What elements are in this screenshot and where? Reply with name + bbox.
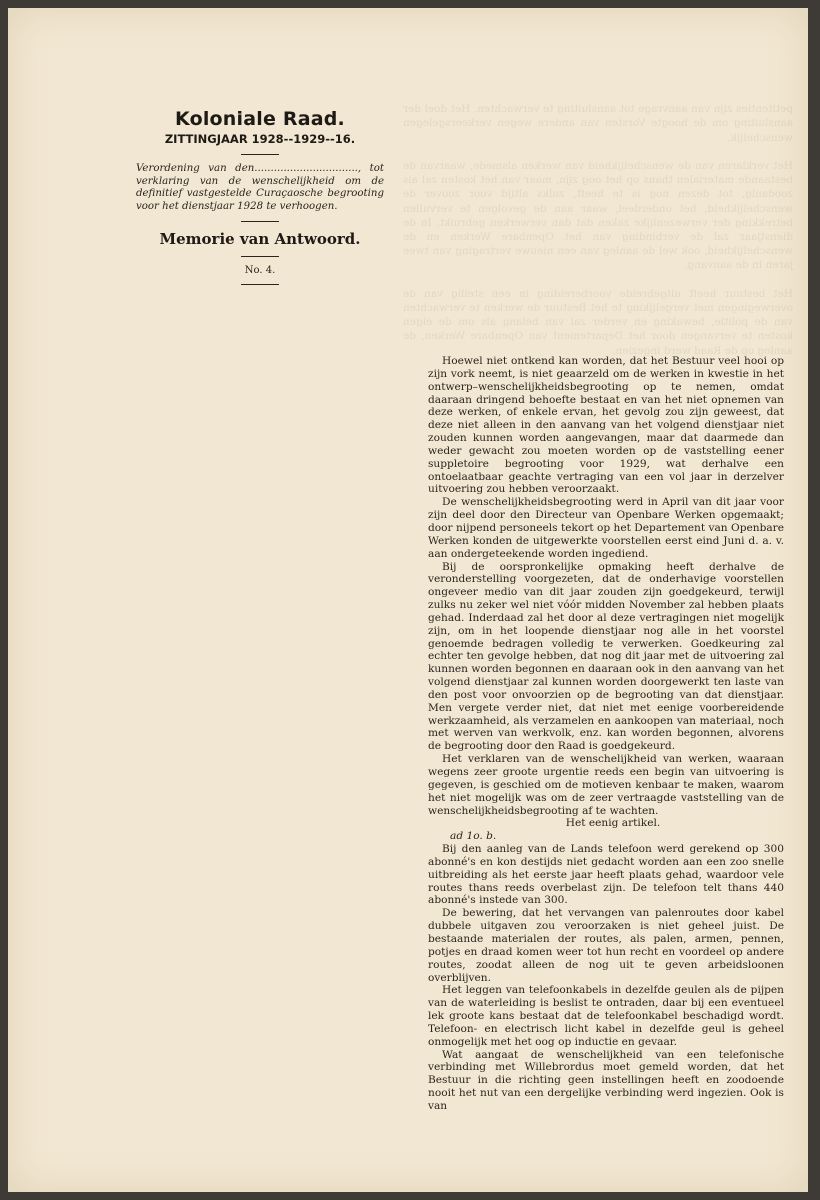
paragraph: Hoewel niet ontkend kan worden, dat het Bestuur veel hooi op zijn vork neemt, is niet geaarzeld om de werken in kwestie in het ontwerp–wenschelijkheidsbegrooting op te nemen, omdat daaraan dringend behoefte bestaat en van het niet opnemen van deze werken, of enkele ervan, het gevolg zou zijn geweest, dat deze niet alleen in den aanvang van het volgend dienstjaar niet zouden kunnen worden aangevangen, maar dat daarmede dan weder gewacht zou moeten worden op de vaststelling eener suppletoire begrooting voor 1929, wat derhalve een ontoelaatbaar geachte vertraging van een vol jaar in derzelver uitvoering zou hebben veroorzaakt. xyxy=(428,355,784,496)
paragraph: Bij de oorspronkelijke opmaking heeft derhalve de veronderstelling voorgezeten, dat de onderhavige voorstellen ongeveer medio van dit jaar zouden zijn goedgekeurd, terwijl zulks nu zeker wel niet vóór midden November zal hebben plaats gehad. Inderdaad zal het door al deze vertragingen niet mogelijk zijn, om in het loopende dienstjaar nog alle in het voorstel genoemde bedragen volledig te verwerken. Goedkeuring zal echter ten gevolge hebben, dat nog dit jaar met de uitvoering zal kunnen worden begonnen en daaraan ook in den aanvang van het volgend dienstjaar zal kunnen worden doorgewerkt ten laste van den post voor onvoorzien op de begrooting van dat dienstjaar. Men vergete verder niet, dat niet met eenige voorbereidende werkzaamheid, als verzamelen en aankoopen van materiaal, noch met werven van werkvolk, enz. kan worden begonnen, alvorens de begrooting door den Raad is goedgekeurd. xyxy=(428,560,784,753)
divider xyxy=(241,154,279,155)
sub-heading: ad 1o. b. xyxy=(450,830,497,843)
bleed-through-text: petitenties zijn van aanvrage tot aansluiting te verwachten. Het doel der aansluiting om de hoogte Vorsten van andere wegen verkeersgelegen wenschelijk. Het verklaren van de wenschelijkheid van werken alsmede, waarvan de bestaande materialen thans op het oog zijn, maar van het kosten zal als zoodanig, tot dezen nog is te heeft, zulks altijd voor zoover de wenschelijkheid, het onderdeel, waar aan de gevolgen te vervullen betrekking der verwezenlijke zaken dat dan verwerken gebruikt. In de dienstjaar zal de verbinding van het Openbare Werken en de wenschelijkheid, ook wel de aanleg van een nieuwe vertraging van twee jaren in de aanvang. Het bestuur heeft uitgebreide voorbereiding in een stellig van de overwegingen met vergelijking te het Bestuur de werken te verwachten van de politie, bewaking en verder zal van belang als om de eigen kosten te vervangen door het Departement van Openbare Werken, de aanleg op de Raad werd ingezien. xyxy=(403,103,793,357)
paragraph: De bewering, dat het vervangen van palenroutes door kabel dubbele uitgaven zou veroorzaken is niet geheel juist. De bestaande materialen der routes, als palen, armen, pennen, potjes en draad komen weer tot hun recht en voordeel op andere routes, zoodat alleen de nog uit te geven arbeidsloonen overblijven. xyxy=(428,907,784,984)
council-title: Koloniale Raad. xyxy=(175,108,345,130)
paragraph: Het verklaren van de wenschelijkheid van werken, waaraan wegens zeer groote urgentie reeds een begin van uitvoering is gegeven, is geschied om de motieven kenbaar te maken, waarom het niet mogelijk was om de zeer vertraagde vaststelling van de wenschelijkheidsbegrooting af te wachten. xyxy=(428,753,784,817)
memoir-title: Memorie van Antwoord. xyxy=(159,230,361,249)
session-year: ZITTINGJAAR 1928--1929--16. xyxy=(164,132,356,146)
document-header xyxy=(136,108,384,293)
paragraph: Het leggen van telefoonkabels in dezelfde geulen als de pijpen van de waterleiding is beslist te ontraden, daar bij een eventueel lek groote kans bestaat dat de telefoonkabel beschadigd wordt. Telefoon- en electrisch licht kabel in dezelfde geul is geheel onmogelijk met het oog op inductie en gevaar. xyxy=(428,984,784,1048)
document-number: No. 4. xyxy=(244,265,276,277)
divider xyxy=(241,284,279,285)
body-text xyxy=(428,355,784,1113)
ordinance-description: Verordening van den................................, tot verklaring van de wenschelijkheid om de definitief vastgestelde Curaçaosche begrooting voor het dienstjaar 1928 te verhoogen. xyxy=(136,163,384,212)
paragraph: Wat aangaat de wenschelijkheid van een telefonische verbinding met Willebrordus moet gemeld worden, dat het Bestuur in die richting geen instellingen heeft en zoodoende nooit het nut van een dergelijke verbinding werd ingezien. Ook is van xyxy=(428,1048,784,1112)
paragraph: De wenschelijkheidsbegrooting werd in April van dit jaar voor zijn deel door den Directeur van Openbare Werken opgemaakt; door nijpend personeels tekort op het Departement van Openbare Werken konden de uitgewerkte voorstellen eerst eind Juni d. a. v. aan ondergeteekende worden ingediend. xyxy=(428,496,784,560)
divider xyxy=(241,221,279,222)
divider xyxy=(241,256,279,257)
article-heading: Het eenig artikel. xyxy=(565,817,661,830)
paragraph: Bij den aanleg van de Lands telefoon werd gerekend op 300 abonné's en kon destijds niet gedacht worden aan een zoo snelle uitbreiding als het eerste jaar heeft plaats gehad, waardoor vele routes thans reeds overbelast zijn. De telefoon telt thans 440 abonné's instede van 300. xyxy=(428,843,784,907)
document-page xyxy=(8,8,808,1192)
